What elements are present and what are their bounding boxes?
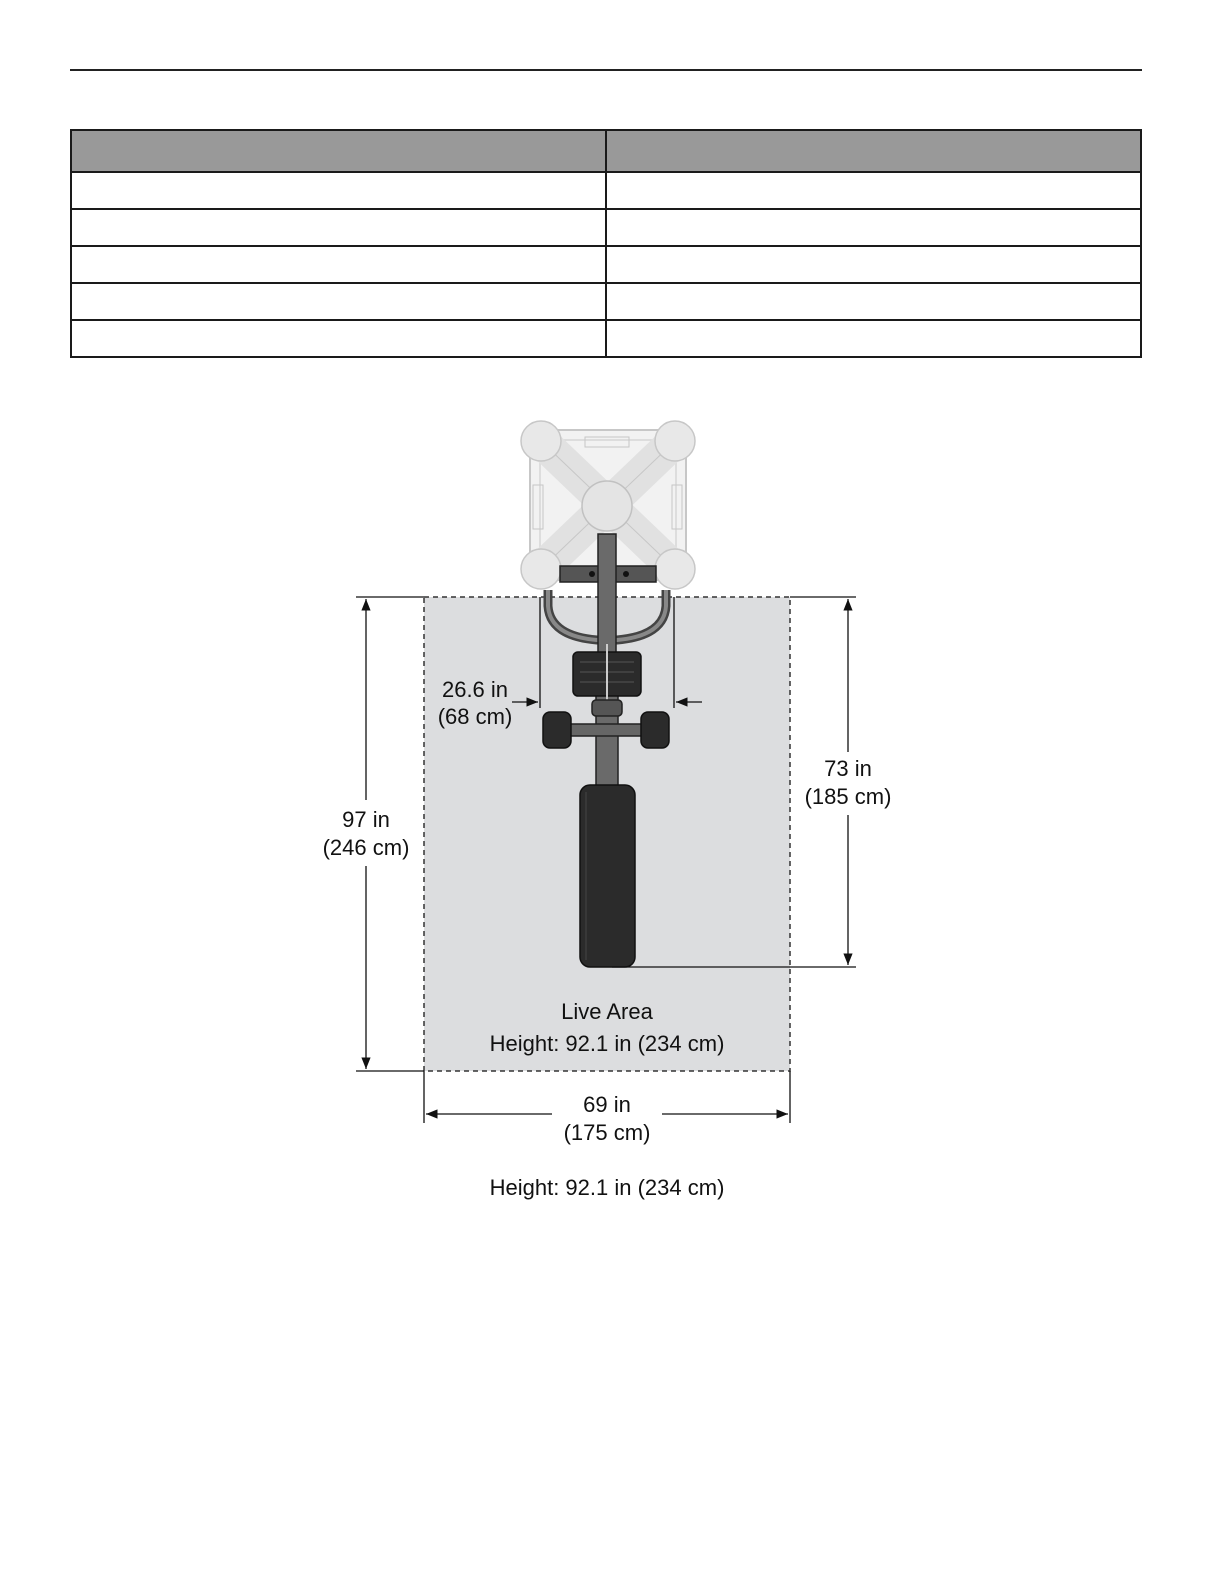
- dim-live-width-metric: (175 cm): [563, 1120, 651, 1145]
- dim-live-width: [424, 1071, 790, 1145]
- caption-height: Height: 92.1 in (234 cm): [489, 1175, 725, 1200]
- live-area-label: Live Area: [561, 999, 653, 1024]
- dim-overall-length-metric: (246 cm): [322, 835, 410, 860]
- dim-overall-length-value: 97 in: [342, 807, 390, 832]
- dim-handle-width-metric: (68 cm): [437, 704, 513, 729]
- dim-live-width-value: 69 in: [583, 1092, 631, 1117]
- dim-overall-length: [323, 597, 424, 1071]
- dim-machine-length-metric: (185 cm): [804, 784, 892, 809]
- dim-handle-width-value: 26.6 in: [441, 677, 509, 702]
- dim-machine-length-value: 73 in: [824, 756, 872, 781]
- live-area-height: Height: 92.1 in (234 cm): [489, 1031, 725, 1056]
